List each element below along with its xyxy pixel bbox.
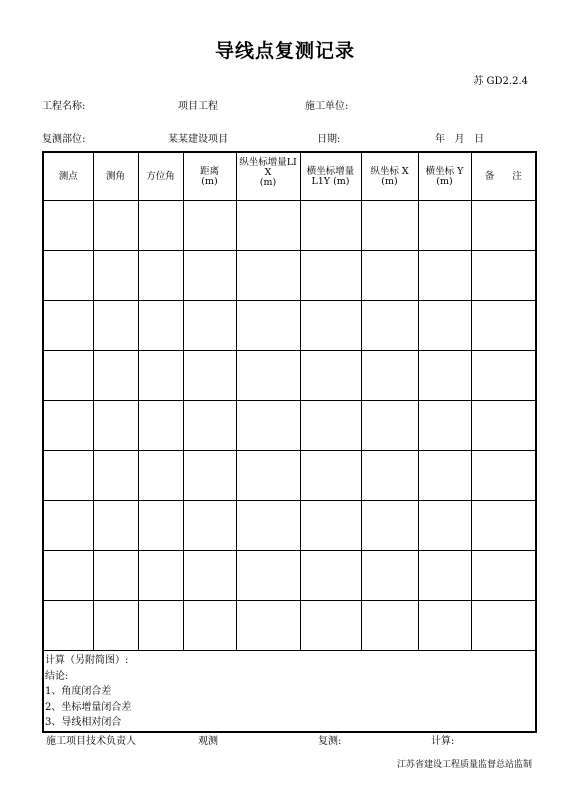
table-row [43, 251, 536, 301]
table-cell[interactable] [471, 201, 536, 251]
project-name-label: 工程名称: [42, 101, 86, 112]
header-coord-y: 横坐标 Y (m) [418, 152, 471, 201]
table-cell[interactable] [236, 601, 300, 651]
table-cell[interactable] [183, 401, 236, 451]
table-cell[interactable] [43, 551, 93, 601]
table-cell[interactable] [93, 551, 138, 601]
table-cell[interactable] [471, 501, 536, 551]
table-cell[interactable] [236, 501, 300, 551]
table-cell[interactable] [418, 501, 471, 551]
table-cell[interactable] [93, 501, 138, 551]
table-cell[interactable] [236, 451, 300, 501]
footer-issuer: 江苏省建设工程质量监督总站监制 [396, 760, 532, 770]
table-cell[interactable] [300, 551, 361, 601]
sign-recheck: 复测: [318, 736, 342, 747]
header-station: 测点 [43, 152, 93, 201]
table-cell[interactable] [300, 301, 361, 351]
table-cell[interactable] [418, 201, 471, 251]
header-remarks: 备 注 [471, 152, 536, 201]
header-distance: 距离 (m) [183, 152, 236, 201]
table-cell[interactable] [93, 301, 138, 351]
table-cell[interactable] [361, 601, 418, 651]
table-cell[interactable] [93, 251, 138, 301]
table-cell[interactable] [138, 301, 183, 351]
notes-cell[interactable] [43, 651, 536, 733]
table-header-row [43, 152, 536, 201]
table-row [43, 551, 536, 601]
date-value: 年 月 日 [435, 134, 485, 145]
notes-relative-closure: 3、导线相对闭合 [45, 717, 122, 728]
header-angle: 测角 [93, 152, 138, 201]
table-cell[interactable] [183, 551, 236, 601]
retest-part-value: 某某建设项目 [168, 134, 228, 145]
table-cell[interactable] [43, 351, 93, 401]
table-cell[interactable] [93, 601, 138, 651]
table-cell[interactable] [418, 601, 471, 651]
table-cell[interactable] [418, 351, 471, 401]
table-cell[interactable] [361, 251, 418, 301]
table-cell[interactable] [93, 451, 138, 501]
table-cell[interactable] [361, 451, 418, 501]
table-cell[interactable] [418, 401, 471, 451]
table-cell[interactable] [138, 601, 183, 651]
table-cell[interactable] [300, 601, 361, 651]
table-cell[interactable] [236, 351, 300, 401]
table-cell[interactable] [300, 451, 361, 501]
table-cell[interactable] [418, 251, 471, 301]
notes-angle-closure: 1、角度闭合差 [45, 686, 112, 697]
table-cell[interactable] [183, 501, 236, 551]
table-cell[interactable] [471, 451, 536, 501]
table-cell[interactable] [236, 301, 300, 351]
table-cell[interactable] [138, 201, 183, 251]
table-cell[interactable] [300, 351, 361, 401]
table-cell[interactable] [300, 401, 361, 451]
table-cell[interactable] [471, 301, 536, 351]
table-cell[interactable] [361, 351, 418, 401]
table-cell[interactable] [183, 301, 236, 351]
table-cell[interactable] [138, 501, 183, 551]
notes-conclusion: 结论: [45, 670, 69, 682]
table-cell[interactable] [361, 401, 418, 451]
table-cell[interactable] [236, 401, 300, 451]
table-cell[interactable] [361, 551, 418, 601]
table-cell[interactable] [183, 601, 236, 651]
table-cell[interactable] [471, 251, 536, 301]
table-cell[interactable] [138, 451, 183, 501]
table-cell[interactable] [300, 251, 361, 301]
form-code: 苏 GD2.2.4 [473, 76, 528, 87]
table-cell[interactable] [236, 551, 300, 601]
table-cell[interactable] [183, 251, 236, 301]
notes-coord-closure: 2、坐标增量闭合差 [45, 701, 132, 713]
survey-table [42, 151, 537, 733]
table-cell[interactable] [361, 201, 418, 251]
table-cell[interactable] [183, 351, 236, 401]
table-cell[interactable] [471, 351, 536, 401]
header-azimuth: 方位角 [138, 152, 183, 201]
table-cell[interactable] [43, 451, 93, 501]
notes-calculation: 计算（另附简图）: [45, 655, 129, 666]
table-cell[interactable] [236, 201, 300, 251]
table-row [43, 401, 536, 451]
table-cell[interactable] [43, 401, 93, 451]
notes-row [43, 651, 536, 733]
table-cell[interactable] [418, 551, 471, 601]
table-cell[interactable] [418, 451, 471, 501]
table-cell[interactable] [236, 251, 300, 301]
construction-unit-label: 施工单位: [305, 101, 349, 112]
table-row [43, 451, 536, 501]
table-row [43, 351, 536, 401]
table-row [43, 201, 536, 251]
sign-calculate: 计算: [431, 736, 455, 747]
date-label: 日期: [317, 134, 341, 145]
table-cell[interactable] [93, 201, 138, 251]
table-cell[interactable] [300, 201, 361, 251]
retest-part-label: 复测部位: [42, 134, 86, 145]
table-cell[interactable] [471, 401, 536, 451]
table-cell[interactable] [300, 501, 361, 551]
table-cell[interactable] [183, 201, 236, 251]
sign-tech-lead: 施工项目技术负责人 [46, 736, 136, 747]
sign-observe: 观测 [198, 736, 218, 747]
table-cell[interactable] [43, 501, 93, 551]
table-cell[interactable] [183, 451, 236, 501]
table-cell[interactable] [43, 601, 93, 651]
header-delta-y: 横坐标增量 L1Y (m) [300, 152, 361, 201]
table-row [43, 301, 536, 351]
table-cell[interactable] [418, 301, 471, 351]
table-cell[interactable] [471, 601, 536, 651]
table-cell[interactable] [43, 251, 93, 301]
table-row [43, 601, 536, 651]
table-cell[interactable] [361, 501, 418, 551]
table-cell[interactable] [93, 351, 138, 401]
header-coord-x: 纵坐标 X (m) [361, 152, 418, 201]
page-title: 导线点复测记录 [214, 40, 355, 62]
table-cell[interactable] [361, 301, 418, 351]
table-cell[interactable] [471, 551, 536, 601]
table-cell[interactable] [43, 201, 93, 251]
table-row [43, 501, 536, 551]
project-name-value: 项目工程 [178, 101, 218, 112]
table-cell[interactable] [138, 251, 183, 301]
table-cell[interactable] [43, 301, 93, 351]
table-cell[interactable] [93, 401, 138, 451]
table-cell[interactable] [138, 351, 183, 401]
table-cell[interactable] [138, 401, 183, 451]
header-delta-x: 纵坐标增量LI X (m) [236, 152, 300, 201]
table-cell[interactable] [138, 551, 183, 601]
